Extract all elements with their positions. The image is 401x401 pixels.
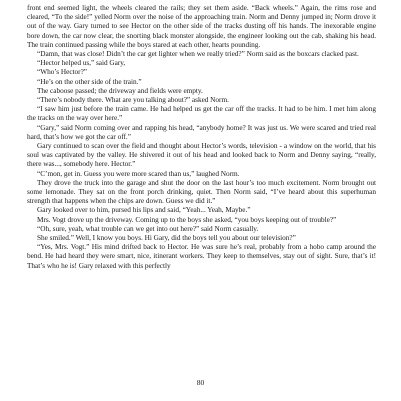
paragraph: “Gary,” said Norm coming over and rapping his head, “anybody home? It was just us. We were scared and tried real hard, that’s how we got the car off.”	[27, 122, 376, 141]
paragraph: “Yes, Mrs. Vogt.” His mind drifted back to Hector. He was sure he’s real, probably from a hobo camp around the bend. He had heard they were smart, nice, itinerant workers. They keep to themselves, stay out of sight. Sure, that’s it! That’s who he is! Gary relaxed with this perfectly	[27, 242, 376, 270]
page-number: 80	[196, 378, 205, 387]
page-body-text	[27, 3, 376, 270]
paragraph: “Damn, that was close! Didn’t the car get lighter when we really tried?” Norm said as the boxcars clacked past.	[37, 49, 359, 59]
paragraph: Mrs. Vogt drove up the driveway. Coming up to the boys she asked, “you boys keeping out of trouble?”	[37, 214, 337, 224]
paragraph: “Hector helped us,” said Gary,	[37, 58, 126, 68]
paragraph: “I saw him just before the train came. He had helped us get the car off the tracks. It had to be him. I met him along the tracks on the way over here.”	[27, 104, 376, 123]
paragraph: “C’mon, get in. Guess you were more scared than us,” laughed Norm.	[37, 168, 240, 178]
paragraph: “There’s nobody there. What are you talking about?” asked Norm.	[37, 95, 229, 105]
paragraph: Gary continued to scan over the field and thought about Hector’s words, television - a window on the world, that his soul was captivated by the valley. He shivered it out of his head and looked back to Norm and Denny saying, “really, there was..., somebody here. Hector.”	[27, 141, 376, 169]
paragraph: front end seemed light, the wheels cleared the rails; they set them aside. “Back wheels.” Again, the rims rose and cleared, “To the side!” yelled Norm over the noise of the approaching train. Norm and Denny jumped in; Norm drove it out of the way. Gary turned to see Hector on the other side of the tracks dusting off his hands. The inexorable engine bore down, the car now clear, the snorting black monster alongside, the engineer looking out the cab, shaking his head. The train continued passing while the boys stared at each other, hearts pounding.	[27, 3, 376, 49]
paragraph: “Oh, sure, yeah, what trouble can we get into out here?” said Norm casually.	[37, 223, 259, 233]
paragraph: Gary looked over to him, pursed his lips and said, “Yeah... Yeah, Maybe.”	[37, 205, 251, 215]
paragraph: She smiled.” Well, I know you boys. Hi Gary, did the boys tell you about our television?”	[37, 233, 296, 243]
paragraph: The caboose passed; the driveway and fields were empty.	[37, 85, 203, 95]
paragraph: “Who’s Hector?”	[37, 67, 87, 77]
paragraph: They drove the truck into the garage and shut the door on the last hour’s too much excitement. Norm brought out some lemonade. They sat on the front porch drinking, quiet. Then Norm said, “I’ve heard about this superhuman strength that happens when the chips are down. Guess we did it.”	[27, 177, 376, 206]
paragraph: “He’s on the other side of the train.”	[37, 76, 142, 86]
